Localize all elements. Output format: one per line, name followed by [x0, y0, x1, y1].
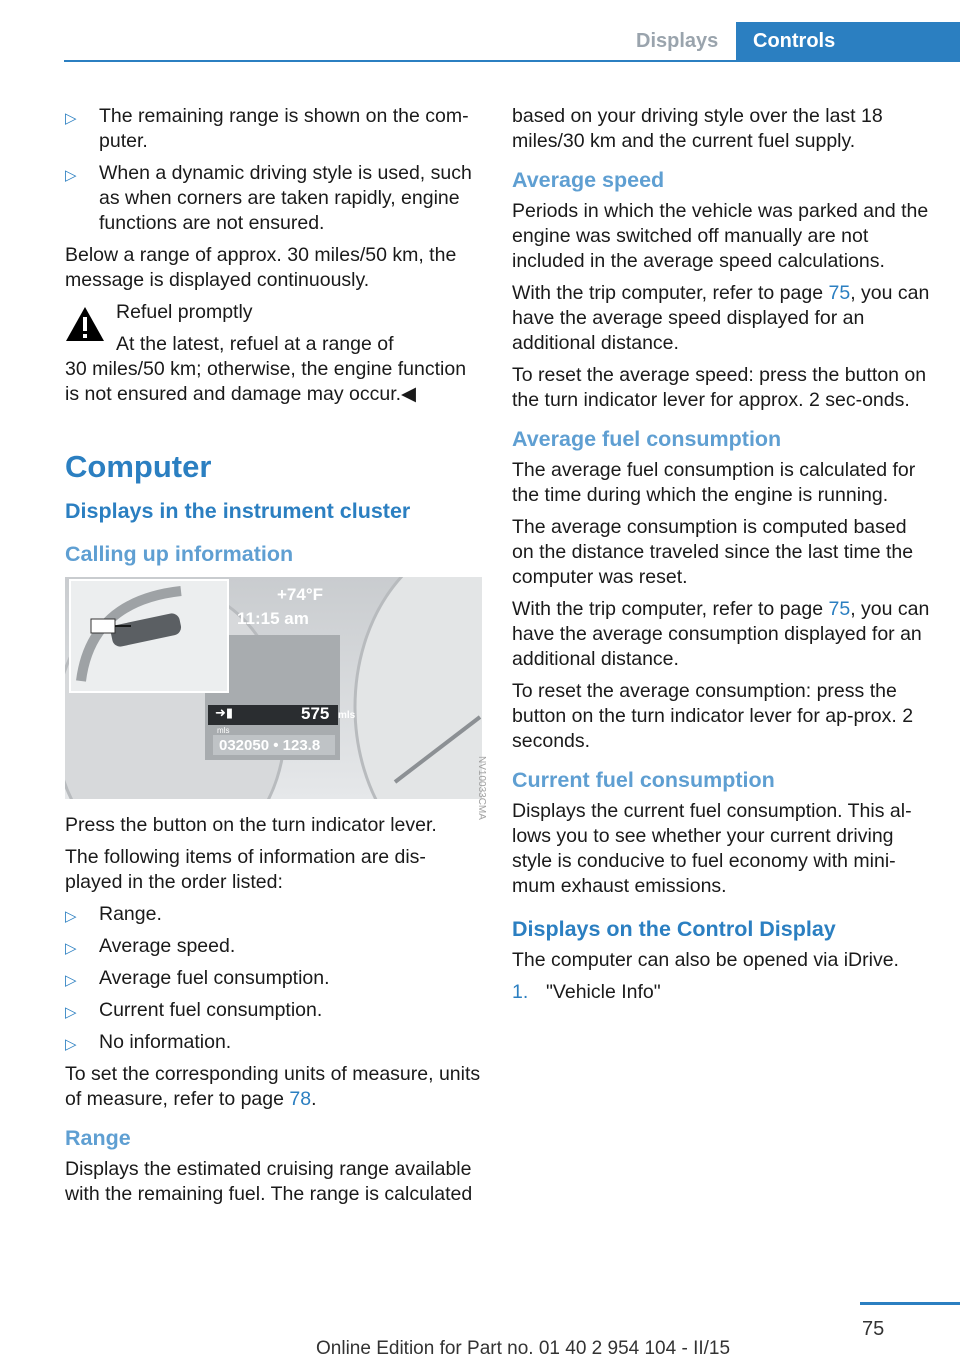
paragraph: The average fuel consumption is calculated for the time during which the engine is running.: [512, 459, 916, 506]
triangle-bullet-icon: ▷: [65, 167, 77, 184]
paragraph: Press the button on the turn indicator lever.: [65, 814, 437, 836]
triangle-bullet-icon: ▷: [65, 1004, 77, 1021]
range-unit: mls: [338, 710, 356, 721]
inset-lever-detail: [69, 579, 229, 693]
paragraph: With the trip computer, refer to page 75, you can have the average consumption displayed for an additional distance.: [512, 598, 930, 670]
temperature-readout: +74°F: [277, 585, 324, 604]
paragraph: Periods in which the vehicle was parked and the engine was switched off manually are not included in the average speed calculations.: [512, 200, 929, 272]
warning-title: Refuel promptly: [116, 301, 253, 323]
paragraph: Below a range of approx. 30 miles/50 km, the message is displayed continuously.: [65, 244, 457, 291]
triangle-bullet-icon: ▷: [65, 972, 77, 989]
figure-id: NV10033CMA: [476, 756, 487, 820]
page-link-78[interactable]: 78: [289, 1088, 312, 1110]
section-heading: Computer: [65, 449, 212, 484]
paragraph: based on your driving style over the last 18 miles/30 km and the current fuel supply.: [512, 105, 883, 152]
triangle-bullet-icon: ▷: [65, 1036, 77, 1053]
odometer-readout: 032050 • 123.8: [219, 737, 321, 754]
paragraph: The computer can also be opened via iDrive.: [512, 949, 899, 971]
turn-lever-icon: [71, 581, 227, 691]
current-fuel-heading: Current fuel consumption: [512, 768, 775, 792]
edition-note: Online Edition for Part no. 01 40 2 954 104 - II/15: [316, 1338, 731, 1359]
list-item: ▷ The remaining range is shown on the com‐puter.: [65, 105, 469, 152]
triangle-bullet-icon: ▷: [65, 908, 77, 925]
triangle-bullet-icon: ▷: [65, 940, 77, 957]
list-item: ▷ No information.: [65, 1030, 483, 1062]
left-column: [65, 104, 483, 1214]
info-items-list: [65, 902, 483, 1062]
instrument-cluster-figure: [65, 577, 482, 799]
list-item: ▷ When a dynamic driving style is used, such as when corners are taken rapidly, engine functions are not ensured.: [65, 162, 472, 234]
time-readout: 11:15 am: [237, 609, 309, 628]
fuel-pump-icon: ➜▮: [215, 705, 234, 720]
average-speed-heading: Average speed: [512, 168, 665, 192]
paragraph: To reset the average speed: press the button on the turn indicator lever for approx. 2 sec‐onds.: [512, 364, 927, 411]
paragraph: The following items of information are dis‐played in the order listed:: [65, 846, 426, 893]
average-fuel-heading: Average fuel consumption: [512, 427, 782, 451]
subsection-heading: Displays in the instrument cluster: [65, 499, 411, 523]
right-column: [512, 104, 932, 1005]
list-item: 1. "Vehicle Info": [512, 981, 661, 1003]
list-item: ▷ Current fuel consumption.: [65, 998, 483, 1030]
warning-box: [65, 300, 483, 407]
step-number: 1.: [512, 981, 529, 1003]
page-number: 75: [862, 1318, 885, 1340]
header-chapter-tab: Controls: [736, 22, 960, 62]
footer-rule: [860, 1302, 960, 1305]
paragraph: To set the corresponding units of measure, units of measure, refer to page 78.: [65, 1063, 481, 1110]
odo-unit: mls: [217, 726, 230, 735]
control-display-heading: Displays on the Control Display: [512, 917, 836, 941]
steps-list: [512, 980, 932, 1005]
header-section-label: Displays: [636, 30, 719, 52]
paragraph: Displays the estimated cruising range available with the remaining fuel. The range is calculated: [65, 1158, 473, 1205]
paragraph: The average consumption is computed based on the distance traveled since the last time the computer was reset.: [512, 516, 914, 588]
paragraph: To reset the average consumption: press the button on the turn indicator lever for ap‐prox. 2 seconds.: [512, 680, 914, 752]
triangle-bullet-icon: ▷: [65, 110, 77, 127]
warning-triangle-icon: [65, 306, 105, 342]
warning-text-cont: 30 miles/50 km; otherwise, the engine function is not ensured and damage may occur.◀: [65, 358, 467, 405]
paragraph: Displays the current fuel consumption. This al‐lows you to see whether your current driving style is conducive to fuel economy with mini‐mum exhaust emissions.: [512, 800, 912, 897]
warning-text: At the latest, refuel at a range of: [116, 333, 394, 355]
page-link-75[interactable]: 75: [828, 282, 851, 304]
range-heading: Range: [65, 1126, 131, 1150]
topic-heading: Calling up information: [65, 542, 294, 566]
list-item: ▷ Average fuel consumption.: [65, 966, 483, 998]
paragraph: With the trip computer, refer to page 75, you can have the average speed displayed for an additional distance.: [512, 282, 930, 354]
page-link-75[interactable]: 75: [828, 598, 851, 620]
header-rule: [64, 60, 736, 62]
list-item: ▷ Average speed.: [65, 934, 483, 966]
range-readout: 575: [301, 704, 330, 723]
top-bullet-list: [65, 104, 483, 243]
list-item: ▷ Range.: [65, 902, 483, 934]
